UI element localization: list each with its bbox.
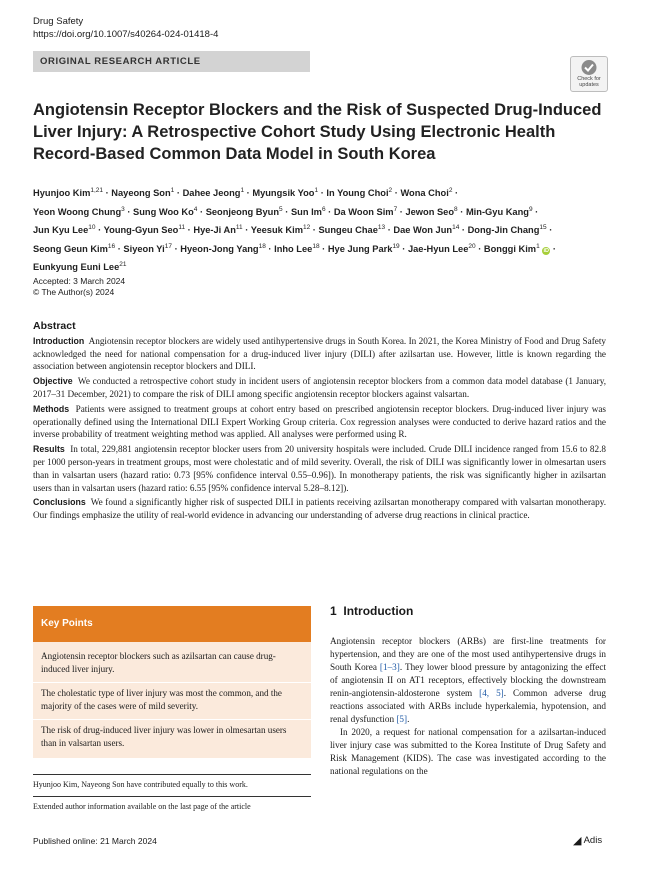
author-separator: · xyxy=(452,188,459,199)
author-line xyxy=(33,220,618,239)
check-for-updates-badge[interactable] xyxy=(570,56,608,92)
abstract-label: Results xyxy=(33,444,65,455)
author-affiliation: 6 xyxy=(321,205,326,213)
copyright-line: © The Author(s) 2024 xyxy=(33,287,115,297)
author-separator: · xyxy=(174,188,183,199)
author-affiliation: 1,21 xyxy=(90,187,103,194)
check-updates-icon xyxy=(580,59,598,76)
abstract-conclusions xyxy=(33,496,606,522)
author-name[interactable]: Yeesuk Kim xyxy=(250,225,303,236)
author-affiliation: 4 xyxy=(193,205,198,213)
author-name[interactable]: Jewon Seo xyxy=(405,206,455,217)
author-affiliation: 12 xyxy=(302,224,311,232)
author-name[interactable]: Young-Gyun Seo xyxy=(103,225,179,236)
author-affiliation: 7 xyxy=(393,205,398,213)
abstract-label: Methods xyxy=(33,403,70,414)
author-separator: · xyxy=(318,188,327,199)
author-name[interactable]: Dahee Jeong xyxy=(182,188,241,199)
author-affiliation: 21 xyxy=(119,261,127,269)
intro-text: . They lower blood pressure by antagonizing the effect of angiotensin II on AT1 receptors, effectively blocking the downstream renin-angiotensin-aldosterone system xyxy=(330,662,606,698)
author-name[interactable]: In Young Choi xyxy=(326,188,389,199)
author-separator: · xyxy=(319,243,328,254)
author-separator: · xyxy=(325,206,334,217)
author-separator: · xyxy=(546,225,553,236)
author-affiliation: 18 xyxy=(312,242,320,250)
publisher-logo xyxy=(573,834,602,847)
author-name[interactable]: Inho Lee xyxy=(274,243,313,254)
author-name[interactable]: Jun Kyu Lee xyxy=(33,225,89,236)
author-name[interactable]: Dae Won Jun xyxy=(393,225,453,236)
key-points-heading: Key Points xyxy=(33,606,311,642)
author-separator: · xyxy=(244,188,253,199)
author-name[interactable]: Hyunjoo Kim xyxy=(33,188,91,199)
author-separator: · xyxy=(459,225,468,236)
author-affiliation: 14 xyxy=(452,224,460,232)
author-separator: · xyxy=(171,243,181,254)
section-title: Introduction xyxy=(343,604,414,618)
key-points-list xyxy=(33,642,311,758)
author-affiliation: 10 xyxy=(88,224,96,232)
doi-link[interactable]: https://doi.org/10.1007/s40264-024-01418-4 xyxy=(33,29,219,40)
key-point-item: Angiotensin receptor blockers such as azilsartan can cause drug-induced liver injury. xyxy=(33,646,311,683)
author-line xyxy=(33,257,618,276)
abstract-methods xyxy=(33,403,606,441)
abstract-label: Introduction xyxy=(33,335,85,346)
abstract-text: Patients were assigned to treatment groups at cohort entry based on prescribed angiotensin receptor blockers. Drug-induced liver injury was operationally defined using the International DILI Expert Working Group criteria. Cox regression analyses were conducted to derive hazard ratios and the inverse probability of treatment weighting method was applied. All analyses were performed using R. xyxy=(33,403,607,440)
article-title: Angiotensin Receptor Blockers and the Risk of Suspected Drug-Induced Liver Injury: A Retrospective Cohort Study Using Electronic Health Record-Based Common Data Model in South Korea xyxy=(33,101,602,163)
author-separator: · xyxy=(95,225,104,236)
equal-contribution-note: Hyunjoo Kim, Nayeong Son have contributed equally to this work. xyxy=(33,774,311,790)
section-number: 1 xyxy=(330,604,337,618)
intro-paragraph-2: In 2020, a request for national compensation for a azilsartan-induced liver injury case was submitted to the Korea Institute of Drug Safety and Risk Management (KIDS). The case was investigated according to the national regulations on the xyxy=(330,727,606,776)
author-line xyxy=(33,239,618,258)
abstract-label: Conclusions xyxy=(33,497,86,508)
introduction-section xyxy=(330,604,606,778)
author-name[interactable]: Sungeu Chae xyxy=(318,225,378,236)
abstract-heading: Abstract xyxy=(33,320,76,332)
check-updates-line2: updates xyxy=(579,82,599,88)
author-separator: · xyxy=(397,206,406,217)
intro-text: . xyxy=(407,714,410,724)
author-affiliation: 3 xyxy=(121,205,125,213)
check-updates-line1: Check for xyxy=(577,76,601,82)
author-affiliation: 15 xyxy=(539,224,547,232)
abstract-label: Objective xyxy=(33,376,73,387)
author-name[interactable]: Hye Jung Park xyxy=(327,243,393,254)
author-affiliation: 2 xyxy=(448,187,453,194)
introduction-heading xyxy=(330,604,606,618)
intro-text: Angiotensin receptor blockers (ARBs) are first-line treatments for hypertension, and they are one of the most used antihypertensive drugs in South Korea xyxy=(330,636,606,672)
abstract-results xyxy=(33,443,606,494)
author-name[interactable]: Nayeong Son xyxy=(111,188,171,199)
author-separator: · xyxy=(457,206,466,217)
journal-header xyxy=(33,15,218,41)
abstract-text: We conducted a retrospective cohort study in incident users of angiotensin receptor blockers from a common data model database (1 January, 2017–31 December, 2021) to compare the risk of DILI among specific angiotensin receptor blockers against valsartan. xyxy=(33,376,606,399)
author-name[interactable]: Hyeon-Jong Yang xyxy=(180,243,259,254)
author-name[interactable]: Sung Woo Ko xyxy=(133,206,194,217)
author-separator: · xyxy=(310,225,319,236)
author-separator: · xyxy=(385,225,394,236)
key-point-item: The risk of drug-induced liver injury was lower in olmesartan users than in valsartan users. xyxy=(41,725,287,748)
author-separator: · xyxy=(532,206,539,217)
author-name[interactable]: Hye-Ji An xyxy=(193,225,236,236)
author-affiliation: 5 xyxy=(279,205,283,213)
author-affiliation: 9 xyxy=(528,205,533,213)
author-affiliation: 11 xyxy=(178,224,186,232)
abstract-text: We found a significantly higher risk of suspected DILI in patients receiving azilsartan monotherapy compared with valsartan monotherapy. Our findings emphasize the utility of real-world evidence in advancing our understanding of adverse drug reactions in clinical practice. xyxy=(33,497,606,521)
abstract-text: In total, 229,881 angiotensin receptor blocker users from 20 university hospitals were included. Crude DILI incidence ranged from 15.6 to 82.8 per 1000 person-years in treatment groups, most were cholestatic and of mild severity. Overall, the risk of DILI was significantly lower in olmesartan users than in valsartan users (hazard ratio: 0.73 [95% confidence interval 0.55–0.96]). In monotherapy patients, the risk was significantly higher in azilsartan users than in valsartan users (hazard ratio: 6.55 [95% confidence interval 5.28–8.12]). xyxy=(33,444,606,493)
intro-paragraph-1 xyxy=(330,635,606,726)
author-affiliation: 1 xyxy=(240,187,245,194)
author-separator: · xyxy=(103,188,112,199)
citation-link[interactable]: [5] xyxy=(396,714,408,724)
article-dates xyxy=(33,276,125,298)
author-affiliation: 19 xyxy=(392,242,400,250)
author-separator: · xyxy=(550,243,556,254)
extended-author-info-note: Extended author information available on the last page of the article xyxy=(33,796,311,812)
author-separator: · xyxy=(242,225,251,236)
author-name[interactable]: Da Woon Sim xyxy=(333,206,394,217)
author-name[interactable]: Myungsik Yoo xyxy=(252,188,315,199)
author-name[interactable]: Yeon Woong Chung xyxy=(33,206,122,217)
author-affiliation: 2 xyxy=(388,187,393,194)
key-points-box xyxy=(33,606,311,758)
author-separator: · xyxy=(475,243,484,254)
author-separator: · xyxy=(115,243,124,254)
author-name[interactable]: Bonggi Kim xyxy=(483,243,537,254)
published-online-date: Published online: 21 March 2024 xyxy=(33,836,157,846)
author-affiliation: 8 xyxy=(454,205,458,213)
author-name[interactable]: Dong-Jin Chang xyxy=(467,225,540,236)
author-affiliation: 13 xyxy=(377,224,386,232)
author-affiliation: 18 xyxy=(258,242,266,250)
author-separator: · xyxy=(185,225,194,236)
author-separator: · xyxy=(197,206,206,217)
author-name[interactable]: Jae-Hyun Lee xyxy=(407,243,469,254)
author-affiliation: 16 xyxy=(107,242,116,250)
author-list xyxy=(33,183,618,276)
author-affiliation: 17 xyxy=(164,242,172,250)
author-name[interactable]: Sun Im xyxy=(290,206,322,217)
author-affiliation: 1 xyxy=(170,187,175,194)
author-name[interactable]: Min-Gyu Kang xyxy=(465,206,529,217)
citation-link[interactable]: [4, 5] xyxy=(479,688,504,698)
author-line xyxy=(33,202,618,221)
author-name[interactable]: Siyeon Yi xyxy=(123,243,165,254)
accepted-date: Accepted: 3 March 2024 xyxy=(33,276,126,286)
journal-name: Drug Safety xyxy=(33,16,84,27)
abstract-introduction xyxy=(33,335,606,373)
intro-text: . Common adverse drug reactions associated with ARBs include hyperkalemia, hypotension, and renal dysfunction xyxy=(330,688,606,724)
article-type-band: ORIGINAL RESEARCH ARTICLE xyxy=(33,51,310,72)
author-line xyxy=(33,183,618,202)
abstract xyxy=(33,320,606,524)
key-point-item: The cholestatic type of liver injury was most the common, and the majority of the cases were of mild severity. xyxy=(33,683,311,720)
author-name[interactable]: Eunkyung Euni Lee xyxy=(33,262,120,273)
adis-logo-icon: ◢ xyxy=(573,835,582,847)
author-separator: · xyxy=(392,188,401,199)
orcid-icon[interactable]: iD xyxy=(543,247,550,254)
citation-link[interactable]: [1–3] xyxy=(379,662,400,672)
author-affiliation: 20 xyxy=(468,242,476,250)
author-name[interactable]: Wona Choi xyxy=(400,188,449,199)
author-affiliation: 11 xyxy=(235,224,243,232)
abstract-text: Angiotensin receptor blockers are widely used antihypertensive drugs in South Korea. In 2021, the Korea Ministry of Food and Drug Safety acknowledged the need for national compensation for a drug-induced liver injury (DILI) after azilsartan use. However, little is known regarding the association between angiotensin receptor blockers and DILI. xyxy=(33,335,606,372)
author-name[interactable]: Seonjeong Byun xyxy=(205,206,280,217)
author-affiliation: 1 xyxy=(536,242,540,250)
publisher-name: Adis xyxy=(583,835,603,846)
author-separator: · xyxy=(124,206,134,217)
author-separator: · xyxy=(265,243,275,254)
author-affiliation: 1 xyxy=(314,187,319,194)
author-name[interactable]: Seong Geun Kim xyxy=(33,243,108,254)
abstract-objective xyxy=(33,375,606,401)
author-separator: · xyxy=(282,206,291,217)
author-separator: · xyxy=(399,243,408,254)
